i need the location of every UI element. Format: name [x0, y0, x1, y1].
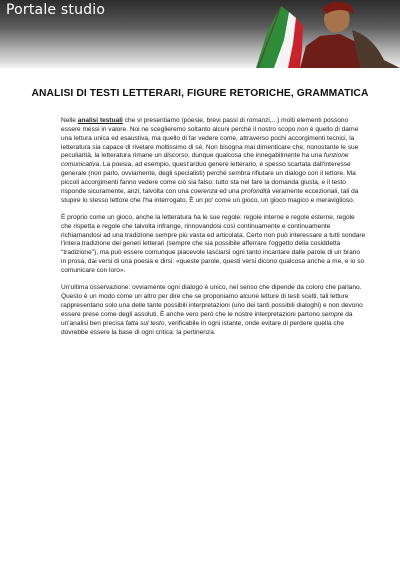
emphasis-text: profondità — [241, 187, 271, 195]
article-body — [61, 117, 366, 346]
text-run: veramente eccezionali, tali da stupire lo stesso lettore che l'ha interrogato. È un po' come un gioco, un gioco magico e meraviglioso. — [61, 187, 359, 204]
text-run: ed una — [217, 187, 242, 195]
emphasis-text: coerenza — [190, 187, 218, 195]
text-run: Nelle — [61, 117, 78, 124]
text-run: da un'analisi ben precisa — [61, 310, 353, 327]
emphasis-text: sempre — [321, 310, 344, 318]
emphasis-text: non — [297, 125, 309, 133]
text-run: , verificabile in ogni istante, onde evitare di perdere quella che dovrebbe essere la base di ogni critica: la pertinenza. — [61, 319, 344, 336]
emphasis-text: funzione comunicativa — [61, 152, 349, 169]
emphasis-text: fatta sul testo — [125, 319, 165, 327]
paragraph-3 — [61, 284, 366, 337]
page-title: ANALISI DI TESTI LETTERARI, FIGURE RETORICHE, GRAMMATICA — [31, 88, 369, 99]
text-run: . La poesia, ad esempio, quest'arduo genere letterario, è spesso scartata dall'interesse generale (non parlo, ovviamente, degli specialisti) perché sembra rifiutare un dialogo con il lettore. Ma piccoli accorgimenti fanno vedere come ciò sia falso: tutto sta nel fare la domanda giusta, e il testo risponde sicuramente, anzi, talvolta con una — [61, 161, 356, 195]
site-title[interactable]: Portale studio — [6, 2, 106, 18]
text-run: Un'ultima osservazione: ovviamente ogni dialogo è unico, nel senso che dipende da coloro che parlano. Questo è un modo come un altro per dire che se proponiamo alcune letture di testi scelti, tali letture rappresentano solo una delle tante possibili interpretazioni (uno dei tanti possibili dialoghi) e non devono essere prese come degli assoluti. È anche vero però che le nostre interpretazioni partono — [61, 284, 363, 318]
emphasis-text: discorso — [163, 152, 189, 160]
text-run: che vi presentiamo (poesie, brevi passi di romanzi,...) molti elementi possono essere messi in valore. Noi ne sceglieremo soltanto alcuni perché il nostro scopo — [61, 117, 349, 133]
paragraph-1 — [61, 117, 366, 205]
analisi-testuali-link[interactable]: analisi testuali — [77, 117, 123, 124]
paragraph-2: È proprio come un gioco, anche la letteratura ha le sue regole: regole interne e regole esterne, regole che rispetta e regole che talvolta infrange, rinnovandosi così continuamente e continuamente richiamandosi ad una tradizione sempre più vasta ed articolata. Certo non può interessare a tutti sondare l'intera tradizione dei generi letterari (sempre che sia possibile afferrare l'oggetto della cosiddetta "tradizione"), ma può essere comunque piacevole lasciarsi ogni tanto incantare dalle parole di un brano in prosa, dai versi di una poesia e dirsi: «queste parole, questi versi dicono qualcosa anche a me, e io so comunicare con loro». — [61, 213, 366, 274]
text-run: è quello di darne una lettura unica ed esaustiva, ma quello di far vedere come, attraverso pochi accorgimenti tecnici, la letteratura sia capace di rivelare moltissimo di sé. Non bisogna mai dimenticare che, nonostante le sue peculiarità, la letteratura rimane un — [61, 125, 359, 160]
text-run: , dunque qualcosa che innegabilmente ha una — [188, 152, 324, 160]
header-banner — [0, 0, 400, 68]
